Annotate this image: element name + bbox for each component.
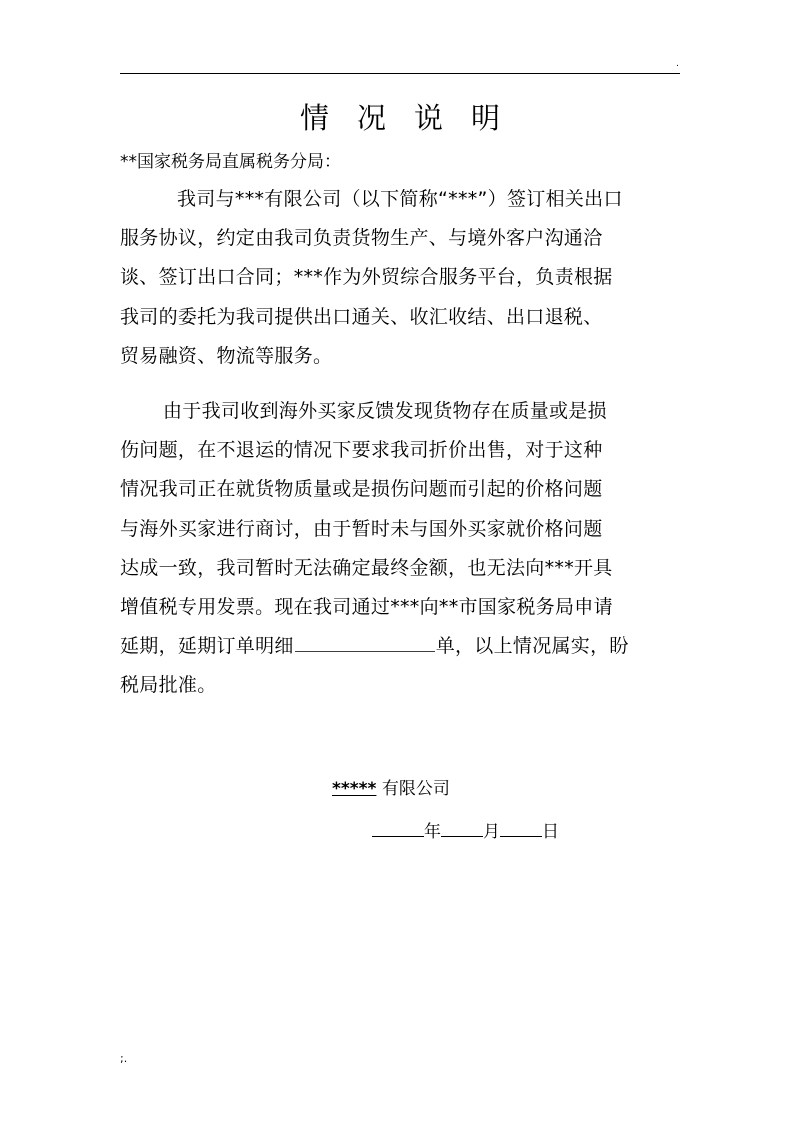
text-line: 达成一致，我司暂时无法确定最终金额，也无法向***开具 [120, 556, 613, 579]
page-title [0, 98, 800, 138]
year-label: 年 [424, 822, 441, 842]
footer-mark: ;. [120, 1052, 128, 1065]
signature-date [372, 818, 559, 845]
text-line: 伤问题，在不退运的情况下要求我司折价出售，对于这种 [120, 439, 603, 462]
order-detail-blank[interactable] [295, 631, 435, 652]
month-blank[interactable] [441, 818, 483, 837]
text-line: 谈、签订出口合同；***作为外贸综合服务平台，负责根据 [120, 266, 613, 289]
title-char: 明 [471, 101, 501, 135]
header-rule [120, 73, 680, 74]
title-char: 况 [356, 101, 386, 135]
day-label: 日 [542, 822, 559, 842]
header-dot: . [676, 59, 679, 69]
year-blank[interactable] [372, 818, 424, 837]
text-line: 我司与***有限公司（以下简称“***”）签订相关出口 [177, 188, 623, 210]
text-line: 情况我司正在就货物质量或是损伤问题而引起的价格问题 [120, 478, 603, 501]
text-line: 贸易融资、物流等服务。 [120, 344, 333, 367]
text-line: 服务协议，约定由我司负责货物生产、与境外客户沟通洽 [120, 227, 603, 250]
text-line: 增值税专用发票。现在我司通过***向**市国家税务局申请 [120, 595, 613, 618]
fill-line-before: 延期，延期订单明细 [120, 635, 294, 658]
day-blank[interactable] [500, 818, 542, 837]
text-line: 税局批准。 [120, 674, 217, 697]
paragraph-situation [120, 392, 680, 706]
text-line-with-blank [120, 627, 680, 666]
company-signature [332, 776, 450, 802]
company-suffix: 有限公司 [376, 779, 450, 799]
month-label: 月 [483, 822, 500, 842]
salutation: **国家税务局直属税务分局： [120, 152, 341, 172]
fill-line-after: 单，以上情况属实，盼 [435, 635, 629, 658]
text-line: 我司的委托为我司提供出口通关、收汇收结、出口退税、 [120, 305, 603, 328]
text-line: 与海外买家进行商讨，由于暂时未与国外买家就价格问题 [120, 517, 603, 540]
text-line: 由于我司收到海外买家反馈发现货物存在质量或是损 [163, 400, 607, 422]
title-char: 说 [414, 101, 444, 135]
paragraph-agreement [120, 180, 680, 376]
company-name-placeholder: ***** [332, 779, 377, 799]
title-char: 情 [299, 101, 329, 135]
